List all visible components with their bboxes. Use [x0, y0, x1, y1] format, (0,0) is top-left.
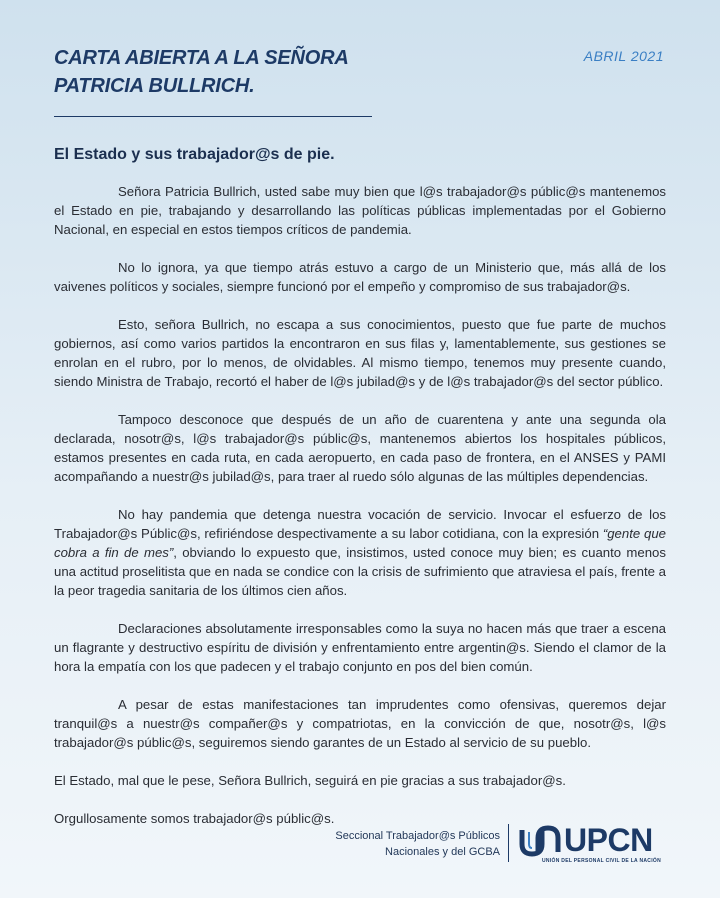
quoted-expression: “gente que cobra a fin de mes”	[54, 526, 666, 560]
footer-divider	[508, 824, 509, 862]
paragraph-6: Declaraciones absolutamente irresponsables como la suya no hacen más que traer a escena un flagrante y destructivo espíritu de división y enfrentamiento entre argentin@s. Siendo el clamor de la hora la empatía con los que padecen y el trabajo conjunto en pos del bien común.	[54, 621, 666, 674]
paragraph-5-part-a: No hay pandemia que detenga nuestra vocación de servicio. Invocar el esfuerzo de los Trabajador@s Públic@s, refiriéndose despectivamente a su labor cotidiana, con la expresión	[54, 507, 666, 541]
date-label: ABRIL 2021	[583, 48, 664, 64]
closing-line: Orgullosamente somos trabajador@s públic@s.	[54, 811, 335, 826]
letter-body	[54, 182, 666, 828]
paragraph-3: Esto, señora Bullrich, no escapa a sus conocimientos, puesto que fue parte de muchos gobiernos, así como varios partidos la encontraron en sus filas y, lamentablemente, sus gestiones se enrolan en el rubro, por lo menos, de olvidables. Al mismo tiempo, tenemos muy presente cuando, siendo Ministra de Trabajo, recortó el haber de l@s jubilad@s y de l@s trabajador@s del sector público.	[54, 317, 666, 389]
logo-wordmark: UPCN	[564, 822, 653, 858]
logo-tagline: UNIÓN DEL PERSONAL CIVIL DE LA NACIÓN	[542, 858, 661, 864]
seccional-label	[335, 828, 500, 860]
paragraph-8: El Estado, mal que le pese, Señora Bullrich, seguirá en pie gracias a sus trabajador@s.	[54, 773, 566, 788]
page-title	[54, 44, 349, 100]
upcn-logo-mark-icon	[518, 824, 562, 858]
subtitle: El Estado y sus trabajador@s de pie.	[54, 146, 335, 163]
paragraph-4: Tampoco desconoce que después de un año de cuarentena y ante una segunda ola declarada, nosotr@s, l@s trabajador@s públic@s, mantenemos abiertos los hospitales públicos, estamos presentes en cada ruta, en cada aeropuerto, en cada paso de frontera, en el ANSES y PAMI acompañando a nuestr@s jubilad@s, para traer al ruedo sólo algunas de las múltiples dependencias.	[54, 412, 666, 484]
paragraph-5	[54, 505, 666, 600]
seccional-line-1: Seccional Trabajador@s Públicos	[335, 830, 500, 842]
paragraph-7: A pesar de estas manifestaciones tan imprudentes como ofensivas, queremos dejar tranquil@s a nuestr@s compañer@s y compatriotas, en la convicción de que, nosotr@s, l@s trabajador@s públic@s, seguiremos siendo garantes de un Estado al servicio de su pueblo.	[54, 697, 666, 750]
title-line-2: PATRICIA BULLRICH.	[54, 75, 255, 97]
seccional-line-2: Nacionales y del GCBA	[385, 846, 500, 858]
title-divider	[54, 116, 372, 117]
paragraph-5-part-b: , obviando lo expuesto que, insistimos, usted conoce muy bien; es cuanto menos una actitud proselitista que en nada se condice con la crisis de sufrimiento que atraviesa el país, frente a la peor tragedia sanitaria de los últimos cien años.	[54, 545, 666, 598]
upcn-logo	[518, 822, 682, 868]
paragraph-2: No lo ignora, ya que tiempo atrás estuvo a cargo de un Ministerio que, más allá de los vaivenes políticos y sociales, siempre funcionó por el empeño y compromiso de sus trabajador@s.	[54, 260, 666, 294]
title-line-1: CARTA ABIERTA A LA SEÑORA	[54, 47, 349, 69]
footer	[320, 820, 686, 870]
paragraph-1: Señora Patricia Bullrich, usted sabe muy bien que l@s trabajador@s públic@s mantenemos el Estado en pie, trabajando y desarrollando las políticas públicas implementadas por el Gobierno Nacional, en especial en estos tiempos críticos de pandemia.	[54, 184, 666, 237]
